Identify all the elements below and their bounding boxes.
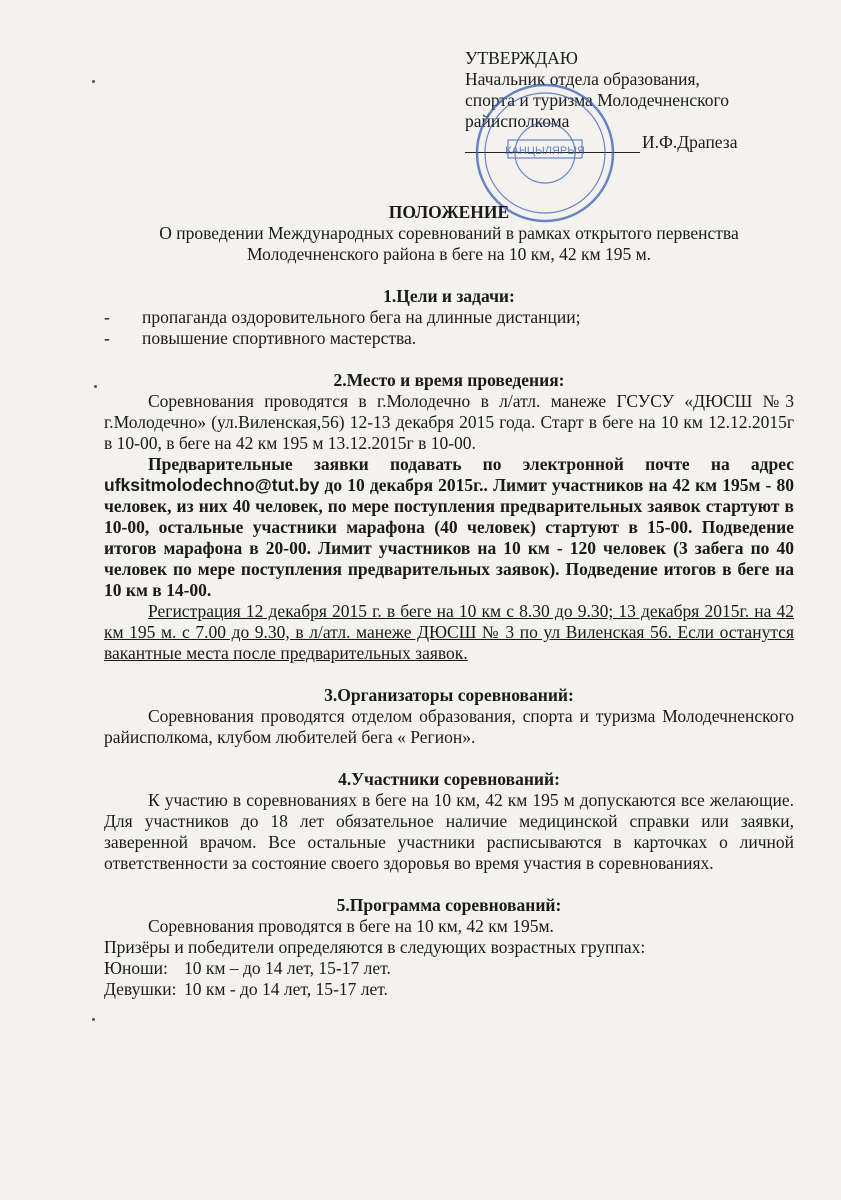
section-5-heading: 5.Программа соревнований: [336,895,562,915]
section-4-heading: 4.Участники соревнований: [338,769,560,789]
approval-line-2: спорта и туризма Молодечненского [465,90,729,110]
section-1-heading: 1.Цели и задачи: [383,286,515,306]
list-item: - пропаганда оздоровительного бега на длинные дистанции; [104,307,794,328]
age-group-value: 10 км - до 14 лет, 15-17 лет. [184,979,388,999]
document-title: ПОЛОЖЕНИЕ [388,202,510,222]
age-group-row [104,958,794,979]
scan-speck [92,1018,95,1021]
list-item: - повышение спортивного мастерства. [104,328,794,349]
section-2-paragraph-3: Регистрация 12 декабря 2015 г. в беге на 10 км с 8.30 до 9.30; 13 декабря 2015г. на 42 км 195 м. с 7.00 до 9.30, в л/атл. манеже ДЮСШ № 3 по ул Виленская 56. Если останутся вакантные места после предварительных заявок. [104,601,794,663]
section-4-paragraph-1: К участию в соревнованиях в беге на 10 км, 42 км 195 м допускаются все желающие. Для участников до 18 лет обязательное наличие медицинской справки или заявки, заверенной врачом. Все остальные участники расписываются в карточках о личной ответственности за состояние своего здоровья во время участия в соревнованиях. [104,790,794,873]
section-3-heading: 3.Организаторы соревнований: [324,685,574,705]
section-3-paragraph-1: Соревнования проводятся отделом образования, спорта и туризма Молодечненского райисполкома, клубом любителей бега « Регион». [104,706,794,747]
paragraph-text: до 10 декабря 2015г.. Лимит участников на 42 км 195м - 80 человек, из них 40 человек, по мере поступления предварительных заявок стартуют в 10-00, остальные участники марафона (40 человек) стартуют в 15-00. Подведение итогов марафона в 20-00. Лимит участников на 10 км - 120 человек (3 забега по 40 человек по мере поступления предварительных заявок). Подведение итогов в беге на 10 км в 14-00. [104,475,794,600]
age-group-row [104,979,794,1000]
scan-speck [92,80,95,83]
goals-list [104,307,794,349]
age-group-value: 10 км – до 14 лет, 15-17 лет. [184,958,391,978]
age-group-label: Юноши: [104,958,168,978]
signature-name: И.Ф.Драпеза [642,132,738,152]
section-5-paragraph-1: Соревнования проводятся в беге на 10 км, 42 км 195м. [148,916,554,936]
document-subtitle-1: О проведении Международных соревнований в рамках открытого первенства [159,223,739,243]
approval-title: УТВЕРЖДАЮ [465,48,578,68]
scan-speck [94,385,97,388]
age-group-label: Девушки: [104,979,177,999]
section-2-paragraph-2 [104,454,794,601]
document-body [104,202,794,1000]
approval-line-1: Начальник отдела образования, [465,69,700,89]
section-2-heading: 2.Место и время проведения: [333,370,565,390]
document-subtitle-2: Молодечненского района в беге на 10 км, 42 км 195 м. [246,244,652,264]
email-link[interactable]: ufksitmolodechno@tut.by [104,475,320,495]
stamp-text: КАНЦЫЛЯРЫЯ [505,145,585,157]
approval-line-3: райисполкома [465,111,570,131]
paragraph-text: Предварительные заявки подавать по электронной почте на адрес [148,454,794,474]
section-5-paragraph-2: Призёры и победители определяются в следующих возрастных группах: [104,937,646,957]
section-2-paragraph-1: Соревнования проводятся в г.Молодечно в л/атл. манеже ГСУСУ «ДЮСШ №3 г.Молодечно» (ул.Виленская,56) 12-13 декабря 2015 года. Старт в беге на 10 км 12.12.2015г в 10-00, в беге на 42 км 195 м 13.12.2015г в 10-00. [104,391,794,453]
